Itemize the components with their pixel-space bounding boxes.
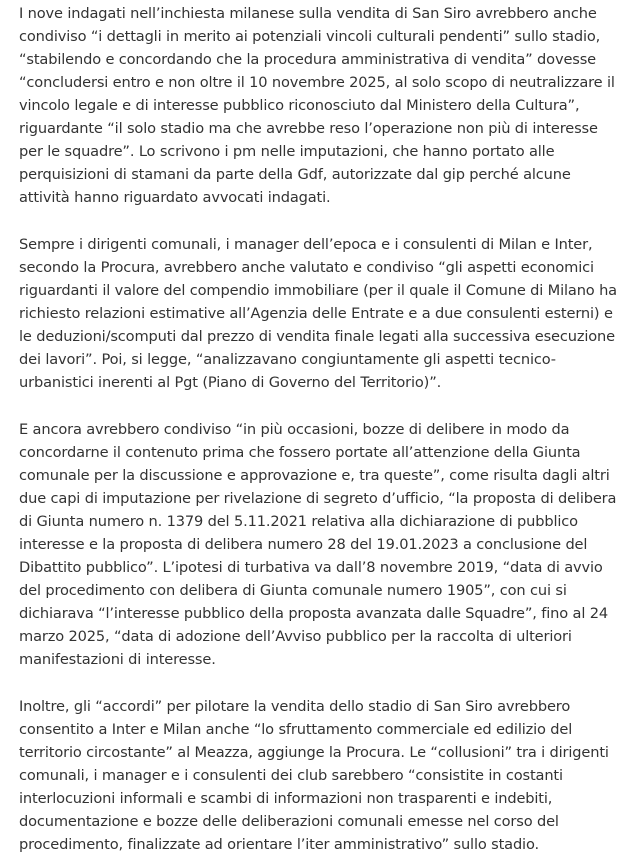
article-paragraph-2: Sempre i dirigenti comunali, i manager dell’epoca e i consulenti di Milan e Inter, secondo la Procura, avrebbero anche valutato e condiviso “gli aspetti economici riguardanti il valore del compendio immobiliare (per il quale il Comune di Milano ha richiesto relazioni estimative all’Agenzia delle Entrate e a due consulenti esterni) e le deduzioni/scomputi dal prezzo di vendita finale legati alla successiva esecuzione dei lavori”. Poi, si legge, “analizzavano congiuntamente gli aspetti tecnico-urbanistici inerenti al Pgt (Piano di Governo del Territorio)”. <box>19 236 617 391</box>
article-paragraph-1: I nove indagati nell’inchiesta milanese sulla vendita di San Siro avrebbero anche condiviso “i dettagli in merito ai potenziali vincoli culturali pendenti” sullo stadio, “stabilendo e concordando che la procedura amministrativa di vendita” dovesse “concludersi entro e non oltre il 10 novembre 2025, al solo scopo di neutralizzare il vincolo legale e di interesse pubblico riconosciuto dal Ministero della Cultura”, riguardante “il solo stadio ma che avrebbe reso l’operazione non più di interesse per le squadre”. Lo scrivono i pm nelle imputazioni, che hanno portato alle perquisizioni di stamani da parte della Gdf, autorizzate dal gip perché alcune attività hanno riguardato avvocati indagati. <box>19 5 615 206</box>
article-paragraph-4: Inoltre, gli “accordi” per pilotare la vendita dello stadio di San Siro avrebbero consentito a Inter e Milan anche “lo sfruttamento commerciale ed edilizio del territorio circostante” al Meazza, aggiunge la Procura. Le “collusioni” tra i dirigenti comunali, i manager e i consulenti dei club sarebbero “consistite in costanti interlocuzioni informali e scambi di informazioni non trasparenti e indebiti, documentazione e bozze delle deliberazioni comunali emesse nel corso del procedimento, finalizzate ad orientare l’iter amministrativo” sullo stadio. <box>19 698 609 853</box>
article-paragraph-3: E ancora avrebbero condiviso “in più occasioni, bozze di delibere in modo da concordarne il contenuto prima che fossero portate all’attenzione della Giunta comunale per la discussione e approvazione e, tra queste”, come risulta dagli altri due capi di imputazione per rivelazione di segreto d’ufficio, “la proposta di delibera di Giunta numero n. 1379 del 5.11.2021 relativa alla dichiarazione di pubblico interesse e la proposta di delibera numero 28 del 19.01.2023 a conclusione del Dibattito pubblico”. L’ipotesi di turbativa va dall’8 novembre 2019, “data di avvio del procedimento con delibera di Giunta comunale numero 1905”, con cui si dichiarava “l’interesse pubblico della proposta avanzata dalle Squadre”, fino al 24 marzo 2025, “data di adozione dell’Avviso pubblico per la raccolta di ulteriori manifestazioni di interesse. <box>19 421 617 668</box>
